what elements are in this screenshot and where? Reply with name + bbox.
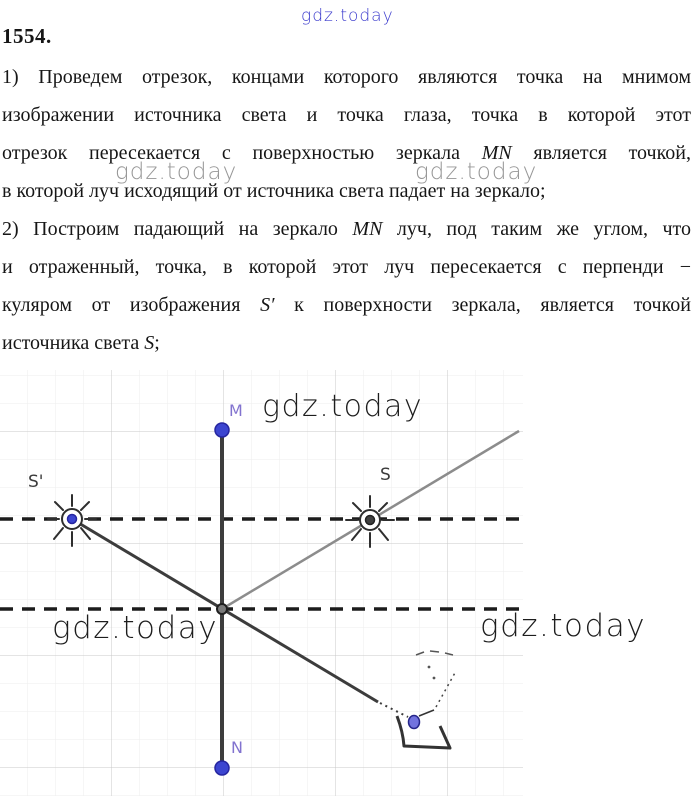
- point-N: [215, 761, 229, 775]
- incidence-point: [217, 604, 227, 614]
- solution-line: 1) Проведем отрезок, концами которого являются точка на мнимом: [2, 66, 691, 88]
- label-M: M: [229, 401, 243, 420]
- grid-major: [0, 370, 523, 796]
- watermark-bottom-right: gdz.today: [480, 608, 647, 644]
- optics-diagram: [0, 368, 694, 796]
- solution-line: куляром от изображения S′ к поверхности зеркала, является точкой: [2, 294, 692, 316]
- watermark-bottom-left: gdz.today: [52, 610, 219, 646]
- watermark-diagram: gdz.today: [262, 389, 424, 424]
- watermark-mid-left: gdz.today: [115, 159, 238, 185]
- solution-line: и отраженный, точка, в которой этот луч пересекается с перпенди −: [2, 256, 691, 278]
- eye-pupil: [409, 716, 420, 729]
- problem-number: 1554.: [2, 24, 52, 48]
- solution-line: 2) Построим падающий на зеркало MN луч, под таким же углом, что: [2, 218, 691, 240]
- solution-line: источника света S;: [2, 332, 160, 354]
- solution-text: [2, 58, 691, 362]
- watermark-top: gdz.today: [301, 6, 394, 26]
- light-source-point: [366, 516, 375, 525]
- virtual-image-point: [68, 515, 77, 524]
- label-N: N: [231, 738, 243, 757]
- solution-line: отрезок пересекается с поверхностью зеркала MN является точкой,: [2, 142, 692, 164]
- label-S: S: [380, 465, 391, 485]
- point-M: [215, 423, 229, 437]
- watermark-mid-right: gdz.today: [415, 159, 538, 185]
- label-S-prime: S': [28, 472, 44, 492]
- solution-line: изображении источника света и точка глаза, точка в которой этот: [2, 104, 691, 126]
- solution-line: в которой луч исходящий от источника света падает на зеркало;: [2, 180, 546, 202]
